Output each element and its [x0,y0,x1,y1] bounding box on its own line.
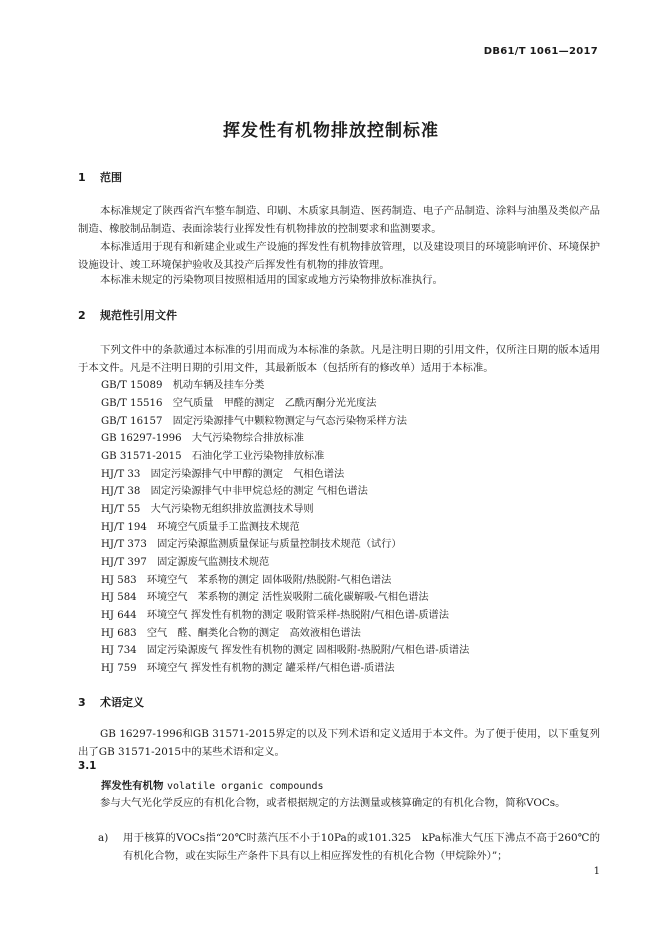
term-chinese: 挥发性有机物 [101,780,164,792]
term-english: volatile organic compounds [166,781,324,792]
reference-item: HJ 584 环境空气 苯系物的测定 活性炭吸附二硫化碳解吸-气相色谱法 [101,592,429,603]
scope-paragraph-2: 本标准适用于现有和新建企业或生产设施的挥发性有机物排放管理，以及建设项目的环境影响评价、环境保护设施设计、竣工环境保护验收及其投产后挥发性有机物的排放管理。 [78,241,600,271]
section-1-heading [78,169,122,185]
normative-intro: 下列文件中的条款通过本标准的引用而成为本标准的条款。凡是注明日期的引用文件，仅所注日期的版本适用于本文件。凡是不注明日期的引用文件，其最新版本（包括所有的修改单）适用于本标准。 [78,344,600,374]
term-definition: 参与大气光化学反应的有机化合物，或者根据规定的方法测量或核算确定的有机化合物，简称VOCs。 [100,797,566,809]
reference-item: GB 16297-1996 大气污染物综合排放标准 [101,433,304,444]
reference-item: HJ/T 33 固定污染源排气中甲醇的测定 气相色谱法 [101,469,345,480]
page-title: 挥发性有机物排放控制标准 [223,121,439,141]
reference-item: HJ 734 固定污染源废气 挥发性有机物的测定 固相吸附-热脱附/气相色谱-质谱法 [101,645,470,656]
term-number: 3.1 [78,760,97,772]
item-label: a) [98,832,109,844]
reference-item: HJ 683 空气 醛、酮类化合物的测定 高效液相色谱法 [101,628,361,639]
section-3-heading [78,694,144,710]
section-2-heading [78,307,177,323]
section-title: 规范性引用文件 [100,309,177,322]
terms-intro: GB 16297-1996和GB 31571-2015界定的以及下列术语和定义适用于本文件。为了便于使用，以下重复列出了GB 31571-2015中的某些术语和定义。 [78,728,600,758]
reference-item: HJ/T 397 固定源废气监测技术规范 [101,557,270,568]
reference-item: HJ 759 环境空气 挥发性有机物的测定 罐采样/气相色谱-质谱法 [101,663,395,674]
reference-item: HJ 644 环境空气 挥发性有机物的测定 吸附管采样-热脱附/气相色谱-质谱法 [101,610,449,621]
section-number: 2 [78,309,86,322]
definition-item-a [78,829,600,865]
section-number: 3 [78,696,86,709]
reference-item: HJ/T 38 固定污染源排气中非甲烷总烃的测定 气相色谱法 [101,486,368,497]
reference-item: HJ/T 373 固定污染源监测质量保证与质量控制技术规范（试行） [101,539,402,550]
reference-item: HJ/T 55 大气污染物无组织排放监测技术导则 [101,504,314,515]
reference-item: GB/T 15516 空气质量 甲醛的测定 乙酰丙酮分光光度法 [101,398,377,409]
reference-item: HJ 583 环境空气 苯系物的测定 固体吸附/热脱附-气相色谱法 [101,575,392,586]
reference-item: GB 31571-2015 石油化学工业污染物排放标准 [101,451,325,462]
term-heading [101,777,324,792]
section-title: 术语定义 [100,696,144,709]
scope-paragraph-3: 本标准未规定的污染物项目按照相适用的国家或地方污染物排放标准执行。 [100,274,443,286]
reference-item: GB/T 16157 固定污染源排气中颗粒物测定与气态污染物采样方法 [101,416,407,427]
item-text: 用于核算的VOCs指“20℃时蒸汽压不小于10Pa的或101.325 kPa标准大气压下沸点不高于260℃的有机化合物，或在实际生产条件下具有以上相应挥发性的有机化合物（甲烷除外）”； [123,832,600,862]
page-number: 1 [593,866,600,877]
reference-item: HJ/T 194 环境空气质量手工监测技术规范 [101,522,300,533]
section-number: 1 [78,171,86,184]
reference-item: GB/T 15089 机动车辆及挂车分类 [101,380,265,391]
standard-number: DB61/T 1061—2017 [483,46,598,57]
scope-paragraph-1: 本标准规定了陕西省汽车整车制造、印刷、木质家具制造、医药制造、电子产品制造、涂料与油墨及类似产品制造、橡胶制品制造、表面涂装行业挥发性有机物排放的控制要求和监测要求。 [78,205,600,235]
section-title: 范围 [100,171,122,184]
